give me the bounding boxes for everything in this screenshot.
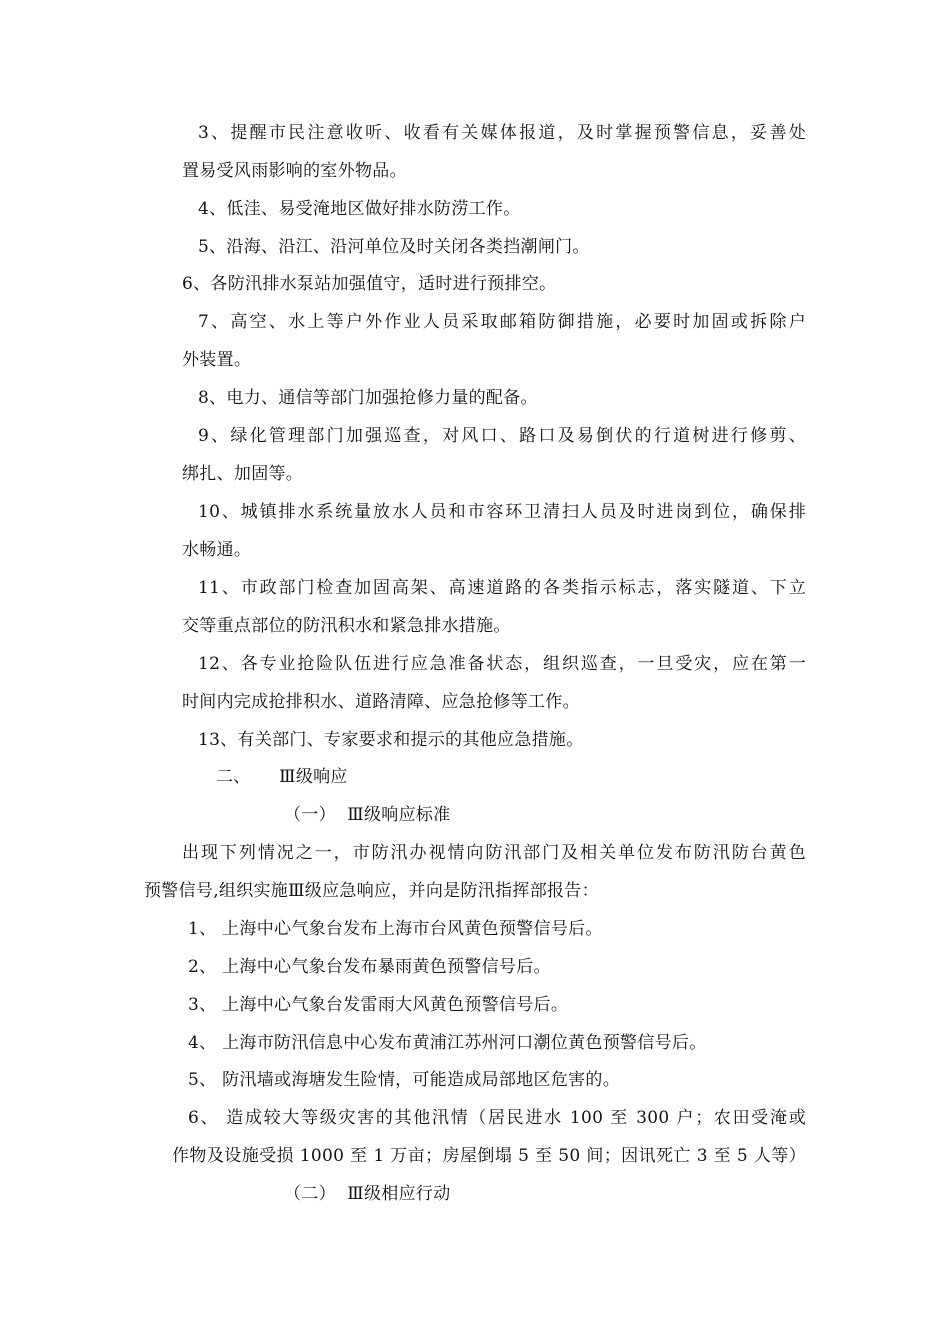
text-line-14: 交等重点部位的防汛积水和紧急排水措施。	[182, 616, 511, 636]
text-line-13: 11、市政部门检查加固高架、高速道路的各类指示标志，落实隧道、下立	[198, 578, 806, 598]
list-item-4: 4、 上海市防汛信息中心发布黄浦江苏州河口潮位黄色预警信号后。	[188, 1033, 707, 1053]
text-line-20: 出现下列情况之一，市防汛办视情向防汛部门及相关单位发布防汛防台黄色	[182, 843, 806, 863]
text-line-28: 作物及设施受损 1000 至 1 万亩；房屋倒塌 5 至 50 间；因讯死亡 3 至 5 人等）	[172, 1146, 806, 1166]
text-line-11: 10、城镇排水系统量放水人员和市容环卫清扫人员及时进岗到位，确保排	[198, 502, 806, 522]
text-line-4: 5、沿海、沿江、沿河单位及时关闭各类挡潮闸门。	[198, 237, 590, 257]
list-item-3: 3、 上海中心气象台发雷雨大风黄色预警信号后。	[188, 995, 569, 1015]
text-line-9: 9、绿化管理部门加强巡查，对风口、路口及易倒伏的行道树进行修剪、	[198, 426, 806, 446]
list-item-2: 2、 上海中心气象台发布暴雨黄色预警信号后。	[188, 957, 551, 977]
section-heading: 二、 Ⅲ级响应	[216, 767, 348, 787]
text-line-12: 水畅通。	[182, 540, 252, 560]
text-line-2: 置易受风雨影响的室外物品。	[182, 161, 407, 181]
subsection-heading-2: （二） Ⅲ级相应行动	[284, 1184, 451, 1204]
text-line-17: 13、有关部门、专家要求和提示的其他应急措施。	[198, 730, 584, 750]
text-line-15: 12、各专业抢险队伍进行应急准备状态，组织巡查，一旦受灾，应在第一	[198, 654, 806, 674]
text-line-8: 8、电力、通信等部门加强抢修力量的配备。	[198, 388, 538, 408]
text-line-1: 3、提醒市民注意收听、收看有关媒体报道，及时掌握预警信息，妥善处	[198, 123, 806, 143]
subsection-heading-1: （一） Ⅲ级响应标准	[284, 805, 451, 825]
text-line-7: 外装置。	[182, 350, 252, 370]
text-line-3: 4、低洼、易受淹地区做好排水防涝工作。	[198, 199, 521, 219]
list-item-1: 1、 上海中心气象台发布上海市台风黄色预警信号后。	[188, 919, 603, 939]
text-line-6: 7、高空、水上等户外作业人员采取邮箱防御措施，必要时加固或拆除户	[198, 312, 806, 332]
text-line-5: 6、各防汛排水泵站加强值守，适时进行预排空。	[182, 274, 557, 294]
list-item-6: 6、 造成较大等级灾害的其他汛情（居民进水 100 至 300 户；农田受淹或	[188, 1108, 806, 1128]
text-line-16: 时间内完成抢排积水、道路清障、应急抢修等工作。	[182, 692, 580, 712]
text-line-21: 预警信号,组织实施Ⅲ级应急响应，并向是防汛指挥部报告：	[144, 881, 599, 901]
list-item-5: 5、 防汛墙或海塘发生险情，可能造成局部地区危害的。	[188, 1070, 621, 1090]
text-line-10: 绑扎、加固等。	[182, 464, 304, 484]
